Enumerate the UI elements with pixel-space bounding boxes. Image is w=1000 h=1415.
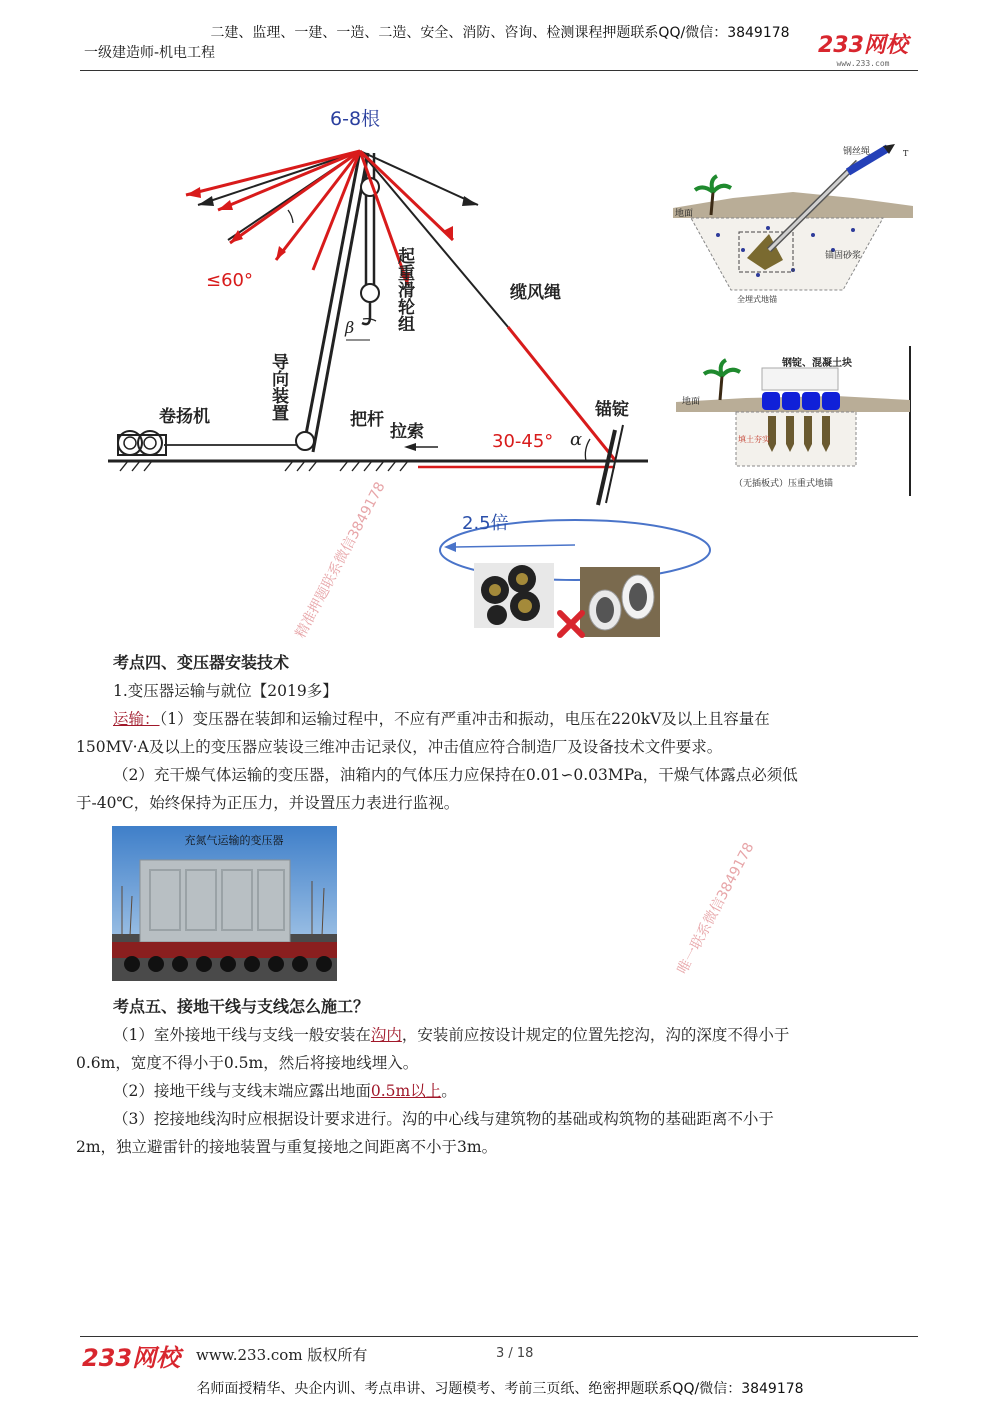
trailer-bed	[112, 942, 337, 958]
buried-anchor-figure	[673, 140, 913, 308]
footer-logo: 233网校	[82, 1344, 181, 1372]
section5-p3-line1: （3）挖接地线沟时应根据设计要求进行。沟的中心线与建筑物的基础或构筑物的基础距离不小于	[113, 1110, 774, 1128]
section5-p2	[113, 1077, 457, 1105]
header-promo-line: 二建、监理、一建、一造、二造、安全、消防、咨询、检测课程押题联系QQ/微信：3849178	[210, 25, 790, 41]
section5-p2-b: 。	[441, 1082, 457, 1100]
guide-device-label: 导向装置	[268, 353, 288, 421]
anchor1-caption: 全埋式地锚	[737, 295, 777, 304]
mast-pole	[296, 151, 368, 452]
transformer-photo	[112, 826, 337, 981]
pipe-photo	[580, 567, 660, 637]
section5-p1-line2: 0.6m，宽度不得小于0.5m，然后将接地线埋入。	[76, 1054, 419, 1072]
section4-p1-line2: 150MV·A及以上的变压器应装设三维冲击记录仪，冲击值应符合制造厂及设备技术文件要求。	[76, 738, 723, 756]
section4-p2-line2: 于-40℃，始终保持为正压力，并设置压力表进行监视。	[76, 794, 460, 812]
anchor1-sand-label: 锚固砂浆	[825, 251, 862, 261]
steel-ingot-block	[762, 368, 838, 390]
section5-p3-line2: 2m，独立避雷针的接地装置与重复接地之间距离不小于3m。	[76, 1138, 498, 1156]
anchor2-ground-label: 地面	[682, 397, 701, 407]
angle-le60-label: ≤60°	[206, 270, 253, 291]
anchor2-blocks-label: 钢锭、混凝土块	[782, 358, 852, 369]
watermark-1: 精准押题联系微信3849178	[292, 479, 389, 641]
header-course-title: 一级建造师-机电工程	[84, 45, 216, 61]
weighted-anchor-figure	[676, 346, 916, 496]
anchor1-ground-label: 地面	[675, 209, 694, 219]
pole-label: 把杆	[350, 410, 384, 430]
multiple-label: 2.5倍	[462, 513, 509, 534]
mast-lifting-diagram	[108, 95, 668, 515]
anchor-label: 锚锭	[595, 400, 629, 420]
anchor2-caption: （无插板式）压重式地锚	[734, 479, 834, 489]
footer-divider	[80, 1336, 918, 1337]
pulley-group-label: 起重滑轮组	[394, 247, 414, 332]
angle-30-45-label: 30-45°	[492, 431, 554, 452]
pull-rope-label: 拉索	[390, 422, 424, 442]
winch-label: 卷扬机	[159, 407, 210, 427]
le60-arc	[288, 210, 293, 223]
header-logo	[818, 28, 908, 68]
anchor1-wire-label: 钢丝绳	[843, 147, 871, 157]
alpha-arc	[585, 439, 590, 461]
footer-copyright: www.233.com 版权所有	[196, 1346, 368, 1364]
section5-p1-line1	[113, 1021, 789, 1049]
section5-p1-b: ，安装前应按设计规定的位置先挖沟，沟的深度不得小于	[401, 1026, 790, 1044]
section5-p2-a: （2）接地干线与支线末端应露出地面	[113, 1082, 371, 1100]
bend-radius-figure	[430, 505, 720, 640]
guy-rope-label: 缆风绳	[510, 283, 561, 303]
rope-count-label: 6-8根	[330, 108, 381, 130]
header-logo-text: 233网校	[818, 33, 908, 58]
cross-icon	[560, 613, 582, 635]
winch-drum	[118, 431, 166, 455]
cable-photo	[474, 563, 554, 628]
trailer-wheels	[124, 956, 332, 972]
photo-caption: 充氮气运输的变压器	[184, 834, 284, 847]
header-logo-url: www.233.com	[836, 59, 890, 68]
section4-p1-line1-text: （1）变压器在装卸和运输过程中，不应有严重冲击和振动，电压在220kV及以上且容量在	[159, 710, 770, 728]
section5-p2-mark: 0.5m以上	[370, 1082, 442, 1100]
alpha-label: α	[570, 429, 583, 450]
anchor1-t-label: T	[903, 149, 909, 158]
watermark-2: 唯一联系微信3849178	[674, 840, 758, 977]
footer-promo-line: 名师面授精华、央企内训、考点串讲、习题模考、考前三页纸、绝密押题联系QQ/微信：3849178	[196, 1381, 804, 1397]
section4-p1-line1	[113, 705, 770, 733]
section4-title: 考点四、变压器安装技术	[113, 653, 290, 672]
section5-title: 考点五、接地干线与支线怎么施工？	[113, 997, 370, 1016]
anchor2-fill-label: 填土夯实	[738, 435, 770, 444]
section4-sub1: 1.变压器运输与就位【2019多】	[113, 682, 338, 700]
section5-p1-mark: 沟内	[370, 1026, 402, 1044]
header-divider	[80, 70, 918, 71]
page-number: 3 / 18	[496, 1346, 534, 1361]
palm-tree-icon	[704, 360, 740, 400]
beta-label: β	[345, 318, 355, 337]
transport-label: 运输：	[113, 710, 160, 728]
section5-p1-a: （1）室外接地干线与支线一般安装在	[113, 1026, 371, 1044]
section4-p2-line1: （2）充干燥气体运输的变压器，油箱内的气体压力应保持在0.01∽0.03MPa，干燥气体露点必须低	[113, 766, 798, 784]
